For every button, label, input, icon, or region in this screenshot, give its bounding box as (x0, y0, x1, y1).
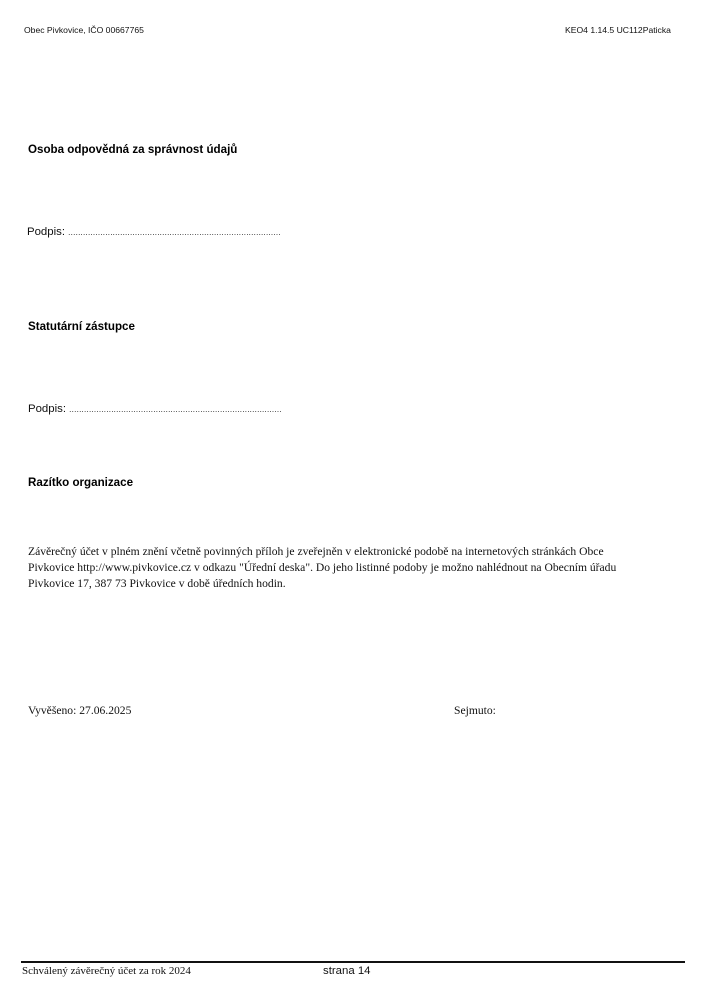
section-title-stamp: Razítko organizace (28, 476, 134, 489)
page-label: strana (323, 965, 355, 977)
removed-label: Sejmuto: (454, 704, 496, 717)
footer-page-indicator (323, 965, 371, 977)
footer-divider (21, 961, 685, 963)
publication-notice (28, 544, 668, 592)
signature-dotted-line: ...................................................................................... (68, 228, 281, 237)
notice-line: Pivkovice 17, 387 73 Pivkovice v době úředních hodin. (28, 577, 286, 590)
signature-label: Podpis: (28, 403, 66, 415)
posted-info (28, 704, 131, 717)
footer-document-title: Schválený závěrečný účet za rok 2024 (22, 965, 191, 977)
section-title-responsible-person: Osoba odpovědná za správnost údajů (28, 143, 238, 156)
notice-line: Závěrečný účet v plném znění včetně povinných příloh je zveřejněn v elektronické podobě na internetových stránkách Obce (28, 545, 604, 558)
section-title-statutory-representative: Statutární zástupce (28, 320, 135, 333)
posted-label: Vyvěšeno: (28, 704, 77, 717)
signature-label: Podpis: (27, 226, 65, 238)
removed-info (454, 704, 496, 717)
signature-field-statutory-representative (28, 403, 282, 415)
page-number: 14 (357, 965, 371, 977)
signature-field-responsible-person (27, 226, 281, 238)
posted-date: 27.06.2025 (79, 704, 132, 717)
header-system-code: KEO4 1.14.5 UC112Paticka (565, 25, 671, 35)
notice-line: Pivkovice http://www.pivkovice.cz v odkazu "Úřední deska". Do jeho listinné podoby je možno nahlédnout na Obecním úřadu (28, 561, 617, 574)
signature-dotted-line: ...................................................................................... (69, 405, 282, 414)
header-organization: Obec Pivkovice, IČO 00667765 (24, 25, 144, 35)
